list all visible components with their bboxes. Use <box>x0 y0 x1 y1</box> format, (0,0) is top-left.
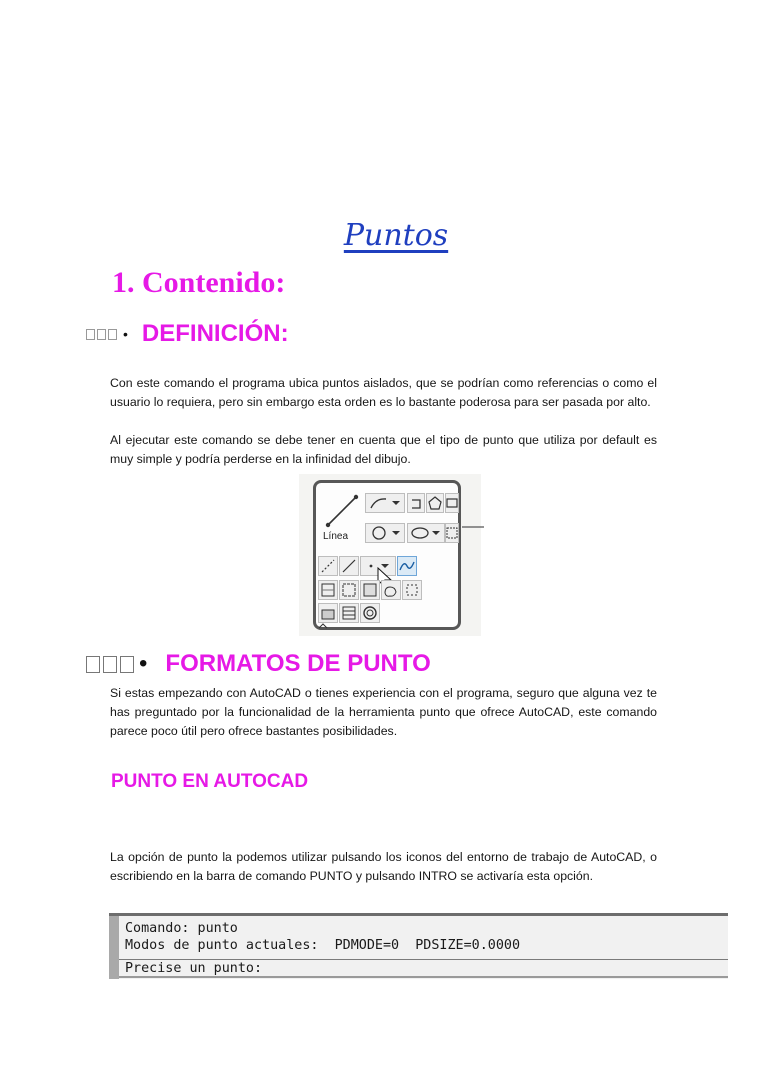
wipeout-tool-button <box>402 580 422 600</box>
paragraph: Al ejecutar este comando se debe tener en cuenta que el tipo de punto que utiliza por default es muy simple y podría perderse en la infinidad del dibujo. <box>110 433 657 466</box>
revcloud-tool-button <box>381 580 401 600</box>
divider <box>119 976 728 978</box>
boundary-tool-button <box>339 580 359 600</box>
expand-arrow-icon <box>318 623 328 629</box>
command-line-gutter <box>109 916 119 979</box>
missing-glyph-icon <box>86 656 100 673</box>
paragraph: La opción de punto la podemos utilizar pulsando los iconos del entorno de trabajo de AutoCAD, o escribiendo en la barra de comando PUNTO y pulsando INTRO se activaría esta opción. <box>110 850 657 883</box>
ray-tool-button <box>339 556 359 576</box>
missing-glyph-icon <box>86 329 95 340</box>
bullet-icon: • <box>139 650 148 677</box>
spline-tool-button <box>397 556 417 576</box>
circle-tool-button <box>365 523 405 543</box>
gradient-tool-button <box>360 580 380 600</box>
autocad-command-line-image <box>109 913 728 979</box>
polyline-tool-button <box>365 493 405 513</box>
page-title: Puntos <box>343 218 449 253</box>
table-tool-button <box>339 603 359 623</box>
section-definicion-header <box>86 320 289 348</box>
line-tool-label: Línea <box>323 531 349 542</box>
contents-heading: 1. Contenido: <box>112 266 286 299</box>
undo-arc-tool-button <box>407 493 425 513</box>
donut-tool-button <box>360 603 380 623</box>
autocad-draw-toolbar-image <box>299 474 481 636</box>
command-line-text: Modos de punto actuales: PDMODE=0 PDSIZE=0.0000 <box>125 938 521 953</box>
section-formatos-header <box>86 650 431 678</box>
section-title: FORMATOS DE PUNTO <box>165 650 431 677</box>
line-tool-icon <box>322 491 362 531</box>
xline-tool-button <box>318 556 338 576</box>
missing-glyph-icon <box>120 656 134 673</box>
divider <box>119 959 728 960</box>
region-tool-button <box>445 523 459 543</box>
ellipse-tool-button <box>407 523 445 543</box>
section-title: DEFINICIÓN: <box>141 320 289 347</box>
bullet-icon: • <box>123 326 128 342</box>
polygon-tool-button <box>426 493 444 513</box>
missing-glyph-icon <box>97 329 106 340</box>
rectangle-tool-button <box>445 493 459 513</box>
hatch-tool-button <box>318 580 338 600</box>
command-line-text: Comando: punto <box>125 921 238 936</box>
paragraph: Con este comando el programa ubica puntos aislados, que se podrían como referencias o como el usuario lo requiera, pero sin embargo esta orden es lo bastante poderosa para ser pasada por alto. <box>110 376 657 409</box>
command-prompt-text: Precise un punto: <box>125 961 263 976</box>
callout-line <box>462 526 484 528</box>
missing-glyph-icon <box>108 329 117 340</box>
missing-glyph-icon <box>103 656 117 673</box>
subheading: PUNTO EN AUTOCAD <box>111 771 309 792</box>
toolbar-panel <box>313 480 461 630</box>
block-tool-button <box>318 603 338 623</box>
paragraph: Si estas empezando con AutoCAD o tienes experiencia con el programa, seguro que alguna vez te has preguntado por la funcionalidad de la herramienta punto que ofrece AutoCAD, este comando parece poco útil pero ofrece bastantes posibilidades. <box>110 686 657 738</box>
